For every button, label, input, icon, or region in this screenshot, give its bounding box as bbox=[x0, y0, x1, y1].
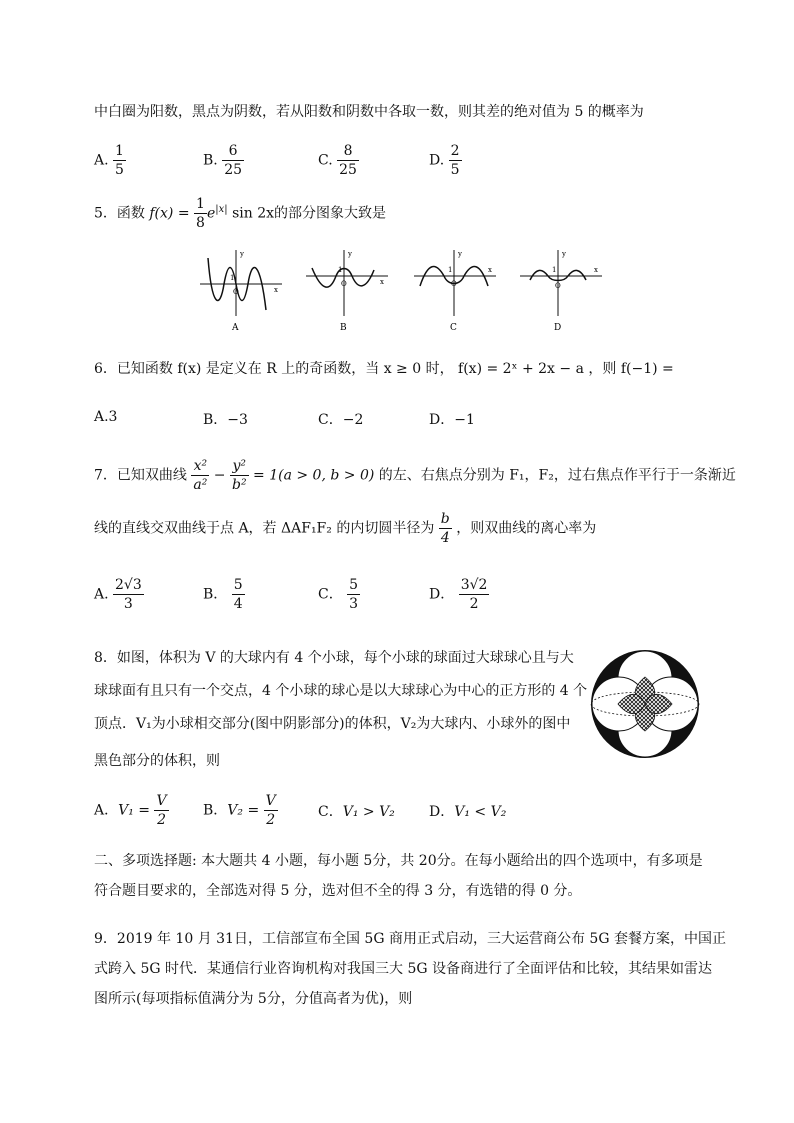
svg-text:x: x bbox=[380, 278, 384, 286]
q8-option-d[interactable]: D．V₁ < V₂ bbox=[429, 804, 507, 820]
question-8-line2: 球球面有且只有一个交点，4 个小球的球心是以大球球心为中心的正方形的 4 个 bbox=[94, 683, 588, 699]
svg-text:O: O bbox=[451, 280, 457, 288]
question-5-stem: 5．函数 f(x) = $\frac{1}{8}$ $e^{|x|}$ sin 2x的部分图象大致是 bbox=[94, 196, 387, 231]
svg-text:y: y bbox=[562, 250, 566, 258]
svg-text:1: 1 bbox=[448, 266, 453, 274]
svg-text:O: O bbox=[233, 288, 239, 296]
q8-option-b[interactable]: B．V₂ = $\frac{V}{2}$ bbox=[203, 793, 276, 828]
q7-option-b[interactable]: B． $\frac{5}{4}$ bbox=[203, 577, 243, 612]
q4-option-d-fraction: $\frac{2}{5}$ bbox=[450, 143, 460, 178]
q4-option-c[interactable]: C. $\frac{8}{25}$ bbox=[318, 143, 357, 178]
q5-graph-a-label: A bbox=[232, 323, 239, 333]
q7-option-a[interactable]: A. $\frac{2√3}{3}$ bbox=[94, 577, 142, 612]
svg-text:O: O bbox=[555, 282, 561, 290]
svg-text:y: y bbox=[458, 250, 462, 258]
q4-option-b-fraction: $\frac{6}{25}$ bbox=[224, 143, 243, 178]
question-7-stem-line1: 7．已知双曲线 $\frac{\text{x²}}{\text{a²}}$ − $\frac{\text{y²}}{\text{b²}}$ = 1(a > 0, b > 0) 的左、右焦点分别为 F₁，F₂，过右焦点作平行于一条渐近 bbox=[94, 458, 736, 493]
svg-text:1: 1 bbox=[338, 266, 343, 274]
question-9-line2: 式跨入 5G 时代．某通信行业咨询机构对我国三大 5G 设备商进行了全面评估和比较，其结果如雷达 bbox=[94, 961, 712, 977]
section-2-header-line1: 二、多项选择题: 本大题共 4 小题，每小题 5分，共 20分。在每小题给出的四个选项中，有多项是 bbox=[94, 853, 703, 869]
q6-option-b[interactable]: B．−3 bbox=[203, 412, 248, 428]
question-8-line4: 黑色部分的体积，则 bbox=[94, 753, 220, 769]
q5-graph-b-label: B bbox=[340, 323, 347, 333]
question-9-line3: 图所示(每项指标值满分为 5分，分值高者为优)，则 bbox=[94, 991, 413, 1007]
question-4-stem-tail: 中白圈为阳数，黑点为阴数，若从阳数和阴数中各取一数，则其差的绝对值为 5 的概率为 bbox=[94, 104, 644, 120]
q5-graph-c[interactable] bbox=[410, 248, 500, 333]
svg-text:y: y bbox=[348, 250, 352, 258]
q8-option-c[interactable]: C．V₁ > V₂ bbox=[318, 804, 395, 820]
svg-text:1: 1 bbox=[552, 266, 557, 274]
q4-option-b[interactable]: B. $\frac{6}{25}$ bbox=[203, 143, 243, 178]
section-2-header-line2: 符合题目要求的，全部选对得 5 分，选对但不全的得 3 分，有选错的得 0 分。 bbox=[94, 883, 582, 899]
q6-option-c[interactable]: C．−2 bbox=[318, 412, 364, 428]
q5-graph-c-label: C bbox=[450, 323, 457, 333]
q4-option-c-fraction: $\frac{8}{25}$ bbox=[339, 143, 357, 178]
q5-graph-b[interactable] bbox=[302, 248, 392, 333]
svg-text:1: 1 bbox=[230, 274, 235, 282]
q4-option-a[interactable]: A. $\frac{1}{5}$ bbox=[94, 143, 124, 178]
q8-option-a[interactable]: A．V₁ = $\frac{V}{2}$ bbox=[94, 793, 167, 828]
q8-spheres-figure bbox=[586, 648, 704, 760]
q4-option-a-fraction: $\frac{1}{5}$ bbox=[115, 143, 124, 178]
svg-text:y: y bbox=[240, 250, 244, 258]
q7-option-d[interactable]: D． $\frac{3√2}{2}$ bbox=[429, 577, 488, 612]
svg-text:O: O bbox=[341, 280, 347, 288]
q5-graph-a[interactable] bbox=[196, 248, 286, 333]
question-6-stem: 6．已知函数 f(x) 是定义在 R 上的奇函数，当 x ≥ 0 时， f(x) = 2ˣ + 2x − a ，则 f(−1) = bbox=[94, 361, 674, 377]
q7-option-c[interactable]: C． $\frac{5}{3}$ bbox=[318, 577, 359, 612]
svg-text:x: x bbox=[488, 266, 492, 274]
svg-text:x: x bbox=[274, 286, 278, 294]
svg-text:x: x bbox=[594, 266, 598, 274]
q4-option-d[interactable]: D. $\frac{2}{5}$ bbox=[429, 143, 460, 178]
question-8-line3: 顶点．V₁为小球相交部分(图中阴影部分)的体积，V₂为大球内、小球外的图中 bbox=[94, 716, 571, 732]
q6-option-d[interactable]: D．−1 bbox=[429, 412, 475, 428]
question-8-line1: 8．如图，体积为 V 的大球内有 4 个小球，每个小球的球面过大球球心且与大 bbox=[94, 650, 574, 666]
q5-graph-d-label: D bbox=[554, 323, 562, 333]
q6-option-a[interactable]: A.3 bbox=[94, 409, 118, 425]
question-7-stem-line2: 线的直线交双曲线于点 A，若 ΔAF₁F₂ 的内切圆半径为 $\frac{b}{4}$ ，则双曲线的离心率为 bbox=[94, 511, 597, 546]
q5-graph-d[interactable] bbox=[516, 248, 606, 333]
question-9-line1: 9．2019 年 10 月 31日，工信部宣布全国 5G 商用正式启动，三大运营商公布 5G 套餐方案，中国正 bbox=[94, 931, 726, 947]
